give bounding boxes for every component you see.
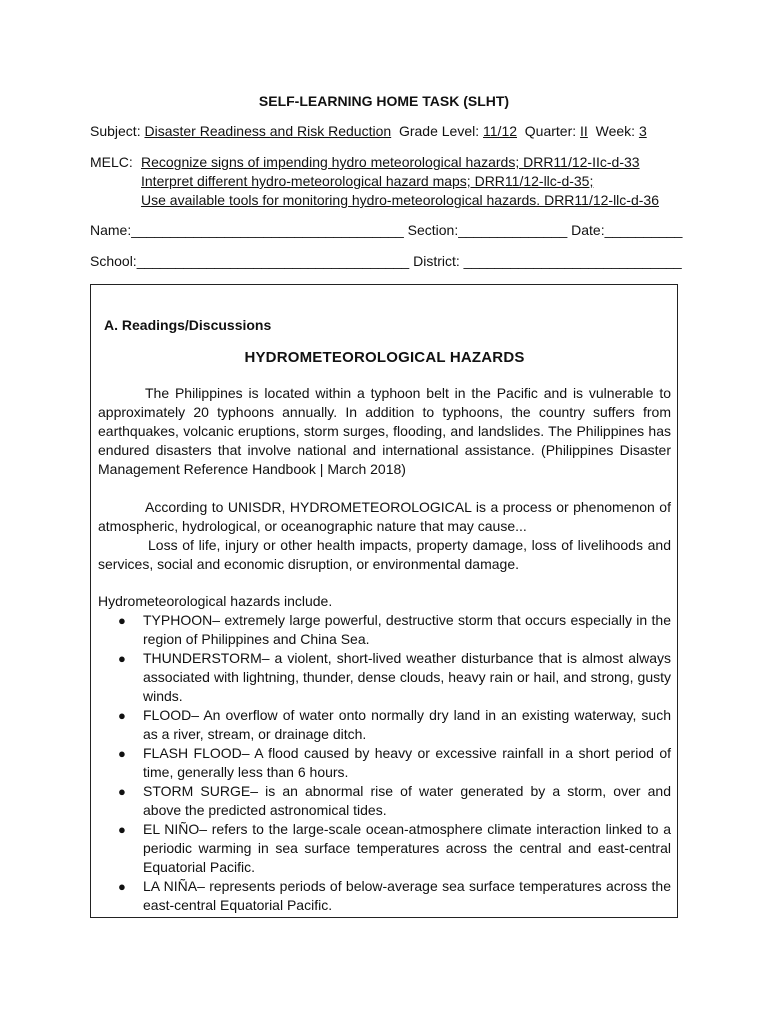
bullet-icon: ● bbox=[118, 746, 126, 761]
quarter-label: Quarter: bbox=[524, 123, 577, 139]
bullet-icon: ● bbox=[118, 822, 126, 837]
list-item-text: FLASH FLOOD– A flood caused by heavy or excessive rainfall in a short period of time, generally less than 6 hours. bbox=[143, 745, 671, 780]
melc-item: Interpret different hydro-meteorological hazard maps; DRR11/12-llc-d-35; bbox=[141, 173, 594, 189]
paragraph-text: The Philippines is located within a typhoon belt in the Pacific and is vulnerable to approximately 20 typhoons annually. In addition to typhoons, the country suffers from earthquakes, volcanic eruptions, storm surges, flooding, and landslides. The Philippines has endured disasters that involve national and international assistance. (Philippines Disaster Management Reference Handbook | March 2018) bbox=[98, 385, 671, 477]
melc-row bbox=[90, 172, 690, 191]
paragraph bbox=[98, 498, 671, 536]
list-item bbox=[98, 706, 671, 744]
paragraph bbox=[98, 536, 671, 574]
list-item-text: LA NIÑA– represents periods of below-average sea surface temperatures across the east-central Equatorial Pacific. bbox=[143, 878, 671, 913]
paragraph-text: According to UNISDR, HYDROMETEOROLOGICAL is a process or phenomenon of atmospheric, hydrological, or oceanographic nature that may cause... bbox=[98, 499, 671, 534]
list-item bbox=[98, 744, 671, 782]
list-item bbox=[98, 820, 671, 877]
list-item-text: EL NIÑO– refers to the large-scale ocean-atmosphere climate interaction linked to a periodic warming in sea surface temperatures across the central and east-central Equatorial Pacific. bbox=[143, 821, 671, 875]
list-item-text: TYPHOON– extremely large powerful, destructive storm that occurs especially in the region of Philippines and China Sea. bbox=[143, 612, 671, 647]
list-item-text: FLOOD– An overflow of water onto normally dry land in an existing waterway, such as a river, stream, or drainage ditch. bbox=[143, 707, 671, 742]
paragraph bbox=[98, 384, 671, 479]
bullet-icon: ● bbox=[118, 708, 126, 723]
melc-item: Recognize signs of impending hydro meteorological hazards; DRR11/12-IIc-d-33 bbox=[141, 154, 640, 170]
melc-row bbox=[90, 153, 690, 172]
subject-value: Disaster Readiness and Risk Reduction bbox=[144, 123, 392, 139]
page-title: SELF-LEARNING HOME TASK (SLHT) bbox=[258, 93, 510, 109]
list-item-text: THUNDERSTORM– a violent, short-lived weather disturbance that is almost always associated with lightning, thunder, dense clouds, heavy rain or hail, and strong, gusty winds. bbox=[143, 650, 671, 704]
grade-label: Grade Level: bbox=[398, 123, 480, 139]
list-item bbox=[98, 649, 671, 706]
name-line bbox=[90, 221, 683, 240]
date-field[interactable]: Date:__________ bbox=[571, 222, 683, 238]
school-field[interactable]: School:___________________________________ bbox=[90, 253, 410, 269]
bullet-icon: ● bbox=[118, 879, 126, 894]
melc-item: Use available tools for monitoring hydro-meteorological hazards. DRR11/12-llc-d-36 bbox=[141, 192, 659, 208]
grade-value: 11/12 bbox=[483, 123, 518, 139]
subject-line bbox=[90, 122, 690, 141]
list-item bbox=[98, 877, 671, 915]
melc-row bbox=[90, 191, 690, 210]
bullet-icon: ● bbox=[118, 651, 126, 666]
school-line bbox=[90, 252, 682, 271]
week-label: Week: bbox=[595, 123, 636, 139]
bullet-icon: ● bbox=[118, 784, 126, 799]
readings-heading: HYDROMETEOROLOGICAL HAZARDS bbox=[244, 349, 525, 366]
subject-label: Subject: bbox=[90, 123, 141, 139]
list-item bbox=[98, 611, 671, 649]
list-item-text: STORM SURGE– is an abnormal rise of water generated by a storm, over and above the predicted astronomical tides. bbox=[143, 783, 671, 818]
quarter-value: II bbox=[580, 123, 588, 139]
list-item bbox=[98, 782, 671, 820]
section-label: A. Readings/Discussions bbox=[104, 317, 272, 333]
name-field[interactable]: Name:___________________________________ bbox=[90, 222, 404, 238]
melc-block bbox=[90, 153, 690, 210]
readings-box bbox=[90, 284, 678, 918]
melc-label: MELC: bbox=[90, 154, 133, 170]
hazard-list bbox=[98, 611, 671, 915]
bullet-icon: ● bbox=[118, 613, 126, 628]
week-value: 3 bbox=[638, 123, 647, 139]
paragraph-text: Loss of life, injury or other health impacts, property damage, loss of livelihoods and services, social and economic disruption, or environmental damage. bbox=[98, 537, 671, 572]
list-intro: Hydrometeorological hazards include. bbox=[98, 593, 333, 609]
district-field[interactable]: District: ____________________________ bbox=[413, 253, 682, 269]
section-field[interactable]: Section:______________ bbox=[407, 222, 568, 238]
